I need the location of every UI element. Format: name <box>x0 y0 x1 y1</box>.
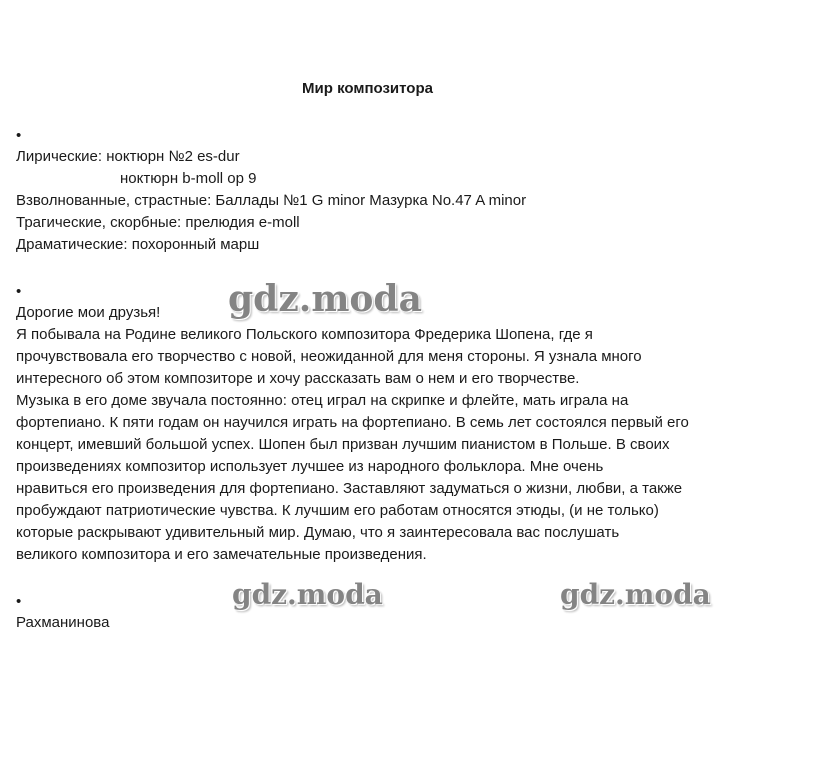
bullet-3: • <box>16 593 22 610</box>
watermark-logo: gdz.moda <box>560 578 711 611</box>
letter-line-5: Музыка в его доме звучала постоянно: отец играл на скрипке и флейте, мать играла на <box>16 392 629 409</box>
letter-line-10: пробуждают патриотические чувства. К лучшим его работам относятся этюды, (и не только) <box>16 502 659 519</box>
watermark-logo: gdz.moda <box>228 278 422 320</box>
letter-line-3: прочувствовала его творчество с новой, неожиданной для меня стороны. Я узнала много <box>16 348 642 365</box>
letter-line-1: Дорогие мои друзья! <box>16 304 161 321</box>
dramatic-line: Драматические: похоронный марш <box>16 236 260 253</box>
letter-line-4: интересного об этом композиторе и хочу рассказать вам о нем и его творчестве. <box>16 370 580 387</box>
bullet-1: • <box>16 127 22 144</box>
letter-line-12: великого композитора и его замечательные произведения. <box>16 546 427 563</box>
lyrical-line: Лирические: ноктюрн №2 es-dur <box>16 148 240 165</box>
letter-line-2: Я побывала на Родине великого Польского композитора Фредерика Шопена, где я <box>16 326 593 343</box>
letter-line-9: нравиться его произведения для фортепиано. Заставляют задуматься о жизни, любви, а также <box>16 480 683 497</box>
watermark-logo: gdz.moda <box>232 578 383 611</box>
bullet-2: • <box>16 283 22 300</box>
tragic-line: Трагические, скорбные: прелюдия e-moll <box>16 214 300 231</box>
agitated-line: Взволнованные, страстные: Баллады №1 G minor Мазурка No.47 A minor <box>16 192 527 209</box>
page-title: Мир композитора <box>302 80 433 97</box>
letter-line-11: которые раскрывают удивительный мир. Думаю, что я заинтересовала вас послушать <box>16 524 620 541</box>
nocturne-line: ноктюрн b-moll op 9 <box>120 170 257 187</box>
letter-line-6: фортепиано. К пяти годам он научился играть на фортепиано. В семь лет состоялся первый его <box>16 414 689 431</box>
letter-line-7: концерт, имевший большой успех. Шопен был призван лучшим пианистом в Польше. В своих <box>16 436 670 453</box>
letter-line-8: произведениях композитор использует лучшее из народного фольклора. Мне очень <box>16 458 604 475</box>
rachmaninoff-line: Рахманинова <box>16 614 110 631</box>
